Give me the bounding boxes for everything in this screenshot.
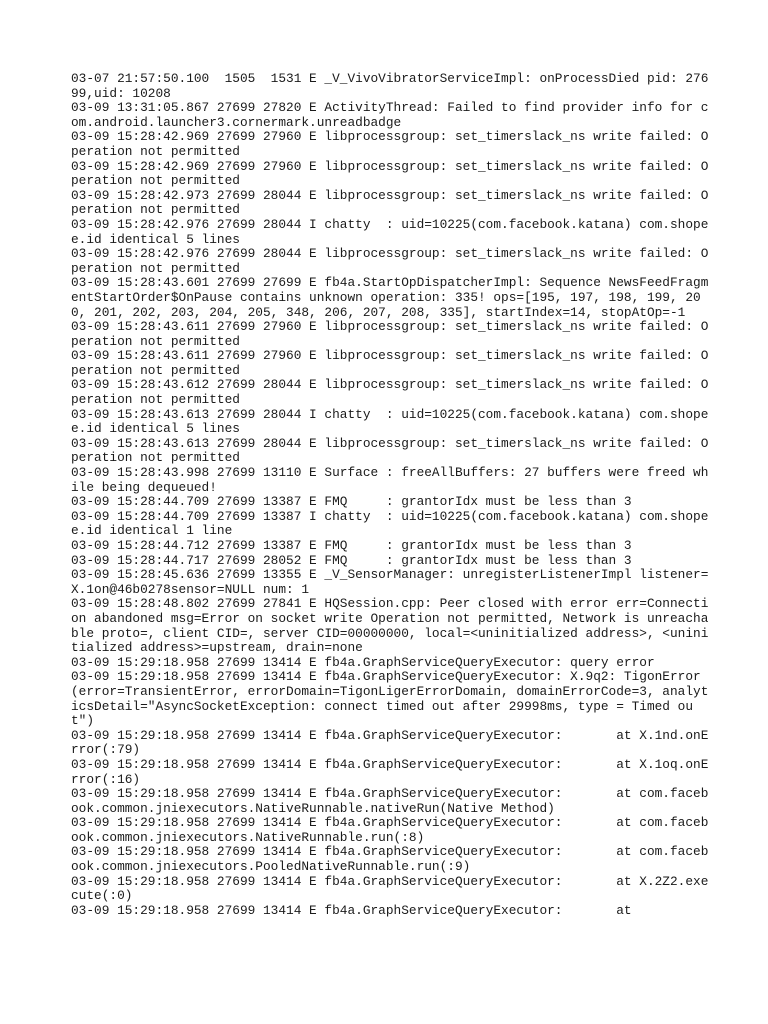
log-line: 03-09 15:29:18.958 27699 13414 E fb4a.GraphServiceQueryExecutor: at com.facebook.common.jniexecutors.NativeRunnable.nativeRun(Native Method) <box>71 786 709 816</box>
log-line: 03-09 15:28:43.611 27699 27960 E libprocessgroup: set_timerslack_ns write failed: Operation not permitted <box>71 348 709 378</box>
log-line: 03-09 15:28:43.612 27699 28044 E libprocessgroup: set_timerslack_ns write failed: Operation not permitted <box>71 377 709 408</box>
log-line: 03-09 15:28:44.709 27699 13387 E FMQ : grantorIdx must be less than 3 <box>71 494 632 510</box>
log-line: 03-09 15:28:42.969 27699 27960 E libprocessgroup: set_timerslack_ns write failed: Operation not permitted <box>71 129 709 159</box>
log-line: 03-09 15:28:44.709 27699 13387 I chatty : uid=10225(com.facebook.katana) com.shopee.id identical 1 line <box>71 508 709 539</box>
log-line: 03-09 15:29:18.958 27699 13414 E fb4a.GraphServiceQueryExecutor: at com.facebook.common.jniexecutors.NativeRunnable.run(:8) <box>71 815 709 845</box>
log-line: 03-09 15:29:18.958 27699 13414 E fb4a.GraphServiceQueryExecutor: at X.2Z2.execute(:0) <box>71 873 709 904</box>
log-line: 03-07 21:57:50.100 1505 1531 E _V_VivoVibratorServiceImpl: onProcessDied pid: 27699,uid: 10208 <box>71 71 709 101</box>
log-line: 03-09 15:29:18.958 27699 13414 E fb4a.GraphServiceQueryExecutor: at X.1nd.onError(:79) <box>71 727 709 758</box>
log-line: 03-09 13:31:05.867 27699 27820 E ActivityThread: Failed to find provider info for com.android.launcher3.cornermark.unreadbadge <box>71 100 709 130</box>
log-line: 03-09 15:29:18.958 27699 13414 E fb4a.GraphServiceQueryExecutor: query error <box>71 654 655 670</box>
log-line: 03-09 15:29:18.958 27699 13414 E fb4a.GraphServiceQueryExecutor: at <box>71 902 632 918</box>
log-line: 03-09 15:28:44.717 27699 28052 E FMQ : grantorIdx must be less than 3 <box>71 552 632 568</box>
log-line: 03-09 15:28:42.969 27699 27960 E libprocessgroup: set_timerslack_ns write failed: Operation not permitted <box>71 158 709 189</box>
log-line: 03-09 15:29:18.958 27699 13414 E fb4a.GraphServiceQueryExecutor: X.9q2: TigonError(error=TransientError, errorDomain=TigonLigerErrorDomain, domainErrorCode=3, analyticsDetail="AsyncSocketException: connect timed out after 29998ms, type = Timed out") <box>71 669 709 729</box>
log-line: 03-09 15:28:43.613 27699 28044 E libprocessgroup: set_timerslack_ns write failed: Operation not permitted <box>71 435 709 466</box>
log-line: 03-09 15:28:44.712 27699 13387 E FMQ : grantorIdx must be less than 3 <box>71 538 632 553</box>
log-line: 03-09 15:28:42.976 27699 28044 E libprocessgroup: set_timerslack_ns write failed: Operation not permitted <box>71 246 709 276</box>
log-line: 03-09 15:28:42.976 27699 28044 I chatty : uid=10225(com.facebook.katana) com.shopee.id identical 5 lines <box>71 216 709 247</box>
log-line: 03-09 15:28:43.601 27699 27699 E fb4a.StartOpDispatcherImpl: Sequence NewsFeedFragmentStartOrder$OnPause contains unknown operation: 335! ops=[195, 197, 198, 199, 200, 201, 202, 203, 204, 205, 348, 206, 207, 208, 335], startIndex=14, stopAtOp=-1 <box>71 275 709 320</box>
log-line: 03-09 15:28:43.613 27699 28044 I chatty : uid=10225(com.facebook.katana) com.shopee.id identical 5 lines <box>71 406 709 437</box>
log-line: 03-09 15:29:18.958 27699 13414 E fb4a.GraphServiceQueryExecutor: at com.facebook.common.jniexecutors.PooledNativeRunnable.run(:9) <box>71 844 709 875</box>
log-line: 03-09 15:29:18.958 27699 13414 E fb4a.GraphServiceQueryExecutor: at X.1oq.onError(:16) <box>71 756 709 787</box>
log-line: 03-09 15:28:43.611 27699 27960 E libprocessgroup: set_timerslack_ns write failed: Operation not permitted <box>71 319 709 349</box>
log-line: 03-09 15:28:42.973 27699 28044 E libprocessgroup: set_timerslack_ns write failed: Operation not permitted <box>71 187 709 218</box>
log-line: 03-09 15:28:43.998 27699 13110 E Surface : freeAllBuffers: 27 buffers were freed while being dequeued! <box>71 465 709 495</box>
log-document <box>71 72 711 918</box>
log-line: 03-09 15:28:45.636 27699 13355 E _V_SensorManager: unregisterListenerImpl listener=X.1on@46b0278sensor=NULL num: 1 <box>71 567 709 597</box>
log-line: 03-09 15:28:48.802 27699 27841 E HQSession.cpp: Peer closed with error err=Connection abandoned msg=Error on socket write Operation not permitted, Network is unreachable proto=, client CID=, server CID=00000000, local=<uninitialized address>, <uninitialized address>=upstream, drain=none <box>71 596 709 656</box>
